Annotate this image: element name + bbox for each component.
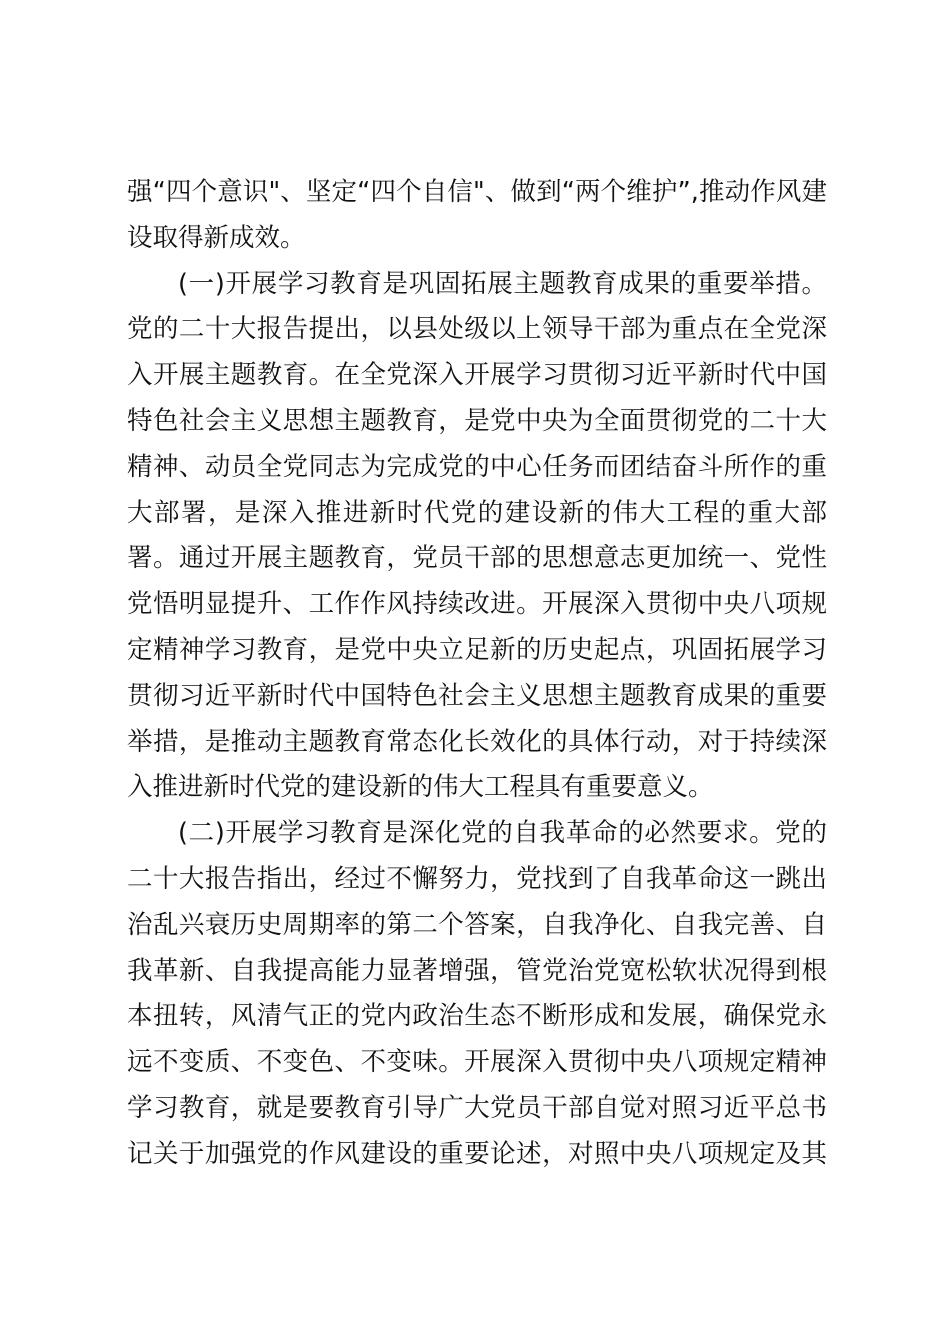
- paragraph-line: 远不变质、不变色、不变味。开展深入贯彻中央八项规定精神: [127, 1047, 827, 1078]
- paragraph-line: 党的二十大报告提出，以县处级以上领导干部为重点在全党深: [127, 314, 827, 345]
- paragraph-line: 举措，是推动主题教育常态化长效化的具体行动，对于持续深: [127, 726, 827, 757]
- paragraph-line: 入开展主题教育。在全党深入开展学习贯彻习近平新时代中国: [127, 360, 827, 391]
- paragraph-line: 本扭转，风清气正的党内政治生态不断形成和发展，确保党永: [127, 1001, 827, 1032]
- paragraph-line: 设取得新成效。: [127, 222, 306, 253]
- paragraph-line: 定精神学习教育，是党中央立足新的历史起点，巩固拓展学习: [127, 634, 827, 665]
- paragraph-line: 党悟明显提升、工作作风持续改进。开展深入贯彻中央八项规: [127, 589, 827, 620]
- document-body: [127, 170, 827, 1178]
- paragraph-line: 特色社会主义思想主题教育，是党中央为全面贯彻党的二十大: [127, 405, 827, 436]
- section-heading-line: (二)开展学习教育是深化党的自我革命的必然要求。党的: [178, 818, 827, 849]
- section-heading-line: (一)开展学习教育是巩固拓展主题教育成果的重要举措。: [178, 268, 827, 299]
- paragraph-line: 治乱兴衰历史周期率的第二个答案，自我净化、自我完善、自: [127, 909, 827, 940]
- paragraph-line: 强“四个意识"、坚定“四个自信"、做到“两个维护”,推动作风建: [127, 177, 827, 207]
- paragraph-line: 精神、动员全党同志为完成党的中心任务而团结奋斗所作的重: [127, 451, 827, 482]
- paragraph-line: 贯彻习近平新时代中国特色社会主义思想主题教育成果的重要: [127, 680, 827, 711]
- paragraph-line: 学习教育，就是要教育引导广大党员干部自觉对照习近平总书: [127, 1092, 827, 1123]
- paragraph-line: 二十大报告指出，经过不懈努力，党找到了自我革命这一跳出: [127, 863, 827, 894]
- paragraph-line: 大部署，是深入推进新时代党的建设新的伟大工程的重大部: [127, 497, 827, 528]
- paragraph-line: 我革新、自我提高能力显著增强，管党治党宽松软状况得到根: [127, 955, 827, 986]
- paragraph-line: 记关于加强党的作风建设的重要论述，对照中央八项规定及其: [127, 1138, 827, 1169]
- paragraph-line: 入推进新时代党的建设新的伟大工程具有重要意义。: [127, 772, 714, 803]
- paragraph-line: 署。通过开展主题教育，党员干部的思想意志更加统一、党性: [127, 543, 827, 574]
